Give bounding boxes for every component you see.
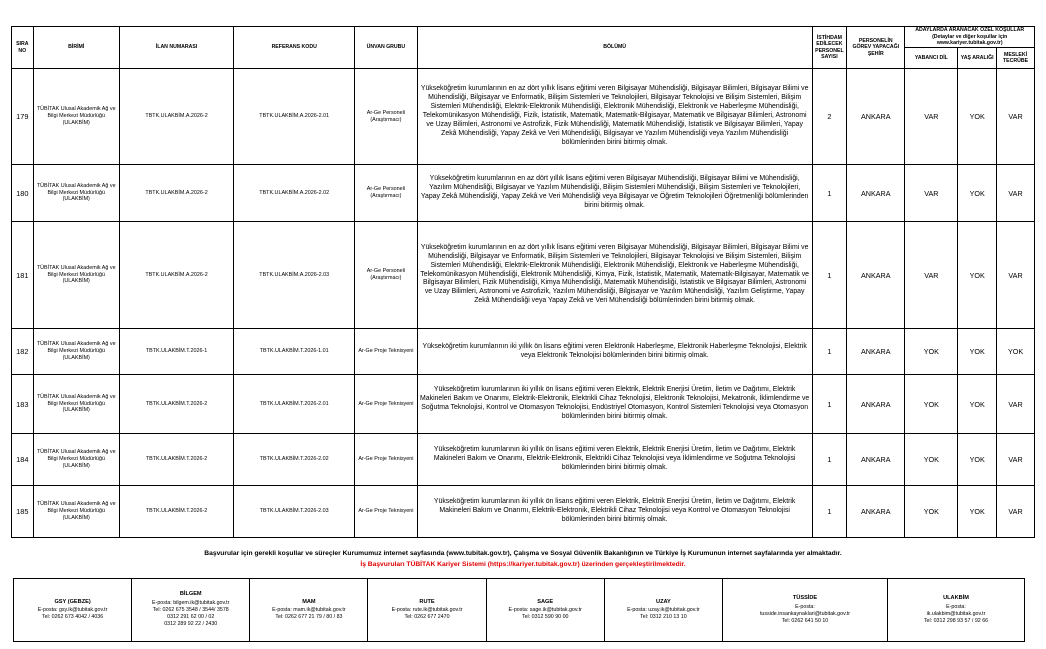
row-foreign-language: VAR bbox=[905, 222, 958, 329]
row-department: Yükseköğretim kurumlarının iki yıllık ön lisans eğitimi veren Elektrik, Elektrik Enerjisi Üretim, İletim ve Dağıtımı, Elektrik Makineleri Bakım ve Onarımı, Elektrik-Elektronik, Elektrikli Cihaz Teknolojisi veya İklimlendirme ve Soğutma Teknolojisi bölümlerinden birini bitirmiş olmak. bbox=[417, 434, 812, 486]
row-ilan-number: TBTK.ULAKBİM.A.2026-2 bbox=[119, 222, 233, 329]
contact-phone: Tel: 0262 675 3548 / 3544/ 3578 bbox=[152, 607, 229, 614]
row-number: 185 bbox=[12, 486, 34, 538]
contact-name: ULAKBİM bbox=[943, 595, 969, 602]
row-city: ANKARA bbox=[847, 69, 905, 165]
row-city: ANKARA bbox=[847, 486, 905, 538]
row-reference-code: TBTK.ULAKBİM.A.2026-2.01 bbox=[234, 69, 355, 165]
row-age-range: YOK bbox=[958, 434, 997, 486]
row-staff-count: 1 bbox=[812, 375, 847, 434]
row-title-group: Ar-Ge Proje Teknisyeni bbox=[355, 375, 418, 434]
row-city: ANKARA bbox=[847, 434, 905, 486]
row-number: 184 bbox=[12, 434, 34, 486]
row-city: ANKARA bbox=[847, 329, 905, 375]
table-row bbox=[12, 486, 1035, 538]
table-row bbox=[12, 329, 1035, 375]
row-foreign-language: YOK bbox=[905, 375, 958, 434]
row-department: Yükseköğretim kurumlarının iki yıllık ön lisans eğitimi veren Elektronik Haberleşme, Elektronik Haberleşme Teknolojisi, Elektrik veya Elektronik Teknolojisi bölümlerinden birini bitirmiş olmak. bbox=[417, 329, 812, 375]
contact-phone: Tel: 0312 590 90 00 bbox=[521, 614, 569, 621]
row-title-group: Ar-Ge Personeli (Araştırmacı) bbox=[355, 69, 418, 165]
contact-name: MAM bbox=[302, 598, 316, 605]
row-staff-count: 1 bbox=[812, 329, 847, 375]
row-staff-count: 2 bbox=[812, 69, 847, 165]
row-foreign-language: VAR bbox=[905, 69, 958, 165]
row-department: Yükseköğretim kurumlarının iki yıllık ön lisans eğitimi veren Elektrik, Elektrik Enerjisi Üretim, İletim ve Dağıtımı, Elektrik Makineleri Bakım ve Onarımı, Elektrik-Elektronik, Elektrikli Cihaz Teknolojisi veya Kontrol ve Otomasyon Teknolojisi bölümlerinden birini bitirmiş olmak. bbox=[417, 486, 812, 538]
row-title-group: Ar-Ge Personeli (Araştırmacı) bbox=[355, 222, 418, 329]
row-number: 180 bbox=[12, 165, 34, 222]
row-unit: TÜBİTAK Ulusal Akademik Ağ ve Bilgi Merkezi Müdürlüğü (ULAKBİM) bbox=[33, 375, 119, 434]
contact-bilgem bbox=[132, 579, 250, 642]
contact-phone: Tel: 0312 298 93 57 / 92 66 bbox=[923, 617, 989, 624]
career-system-note: İş Başvuruları TÜBİTAK Kariyer Sistemi (https://kariyer.tubitak.gov.tr) üzerinden gerçekleştirilmektedir. bbox=[360, 561, 686, 568]
row-staff-count: 1 bbox=[812, 165, 847, 222]
row-reference-code: TBTK.ULAKBİM.A.2026-2.02 bbox=[234, 165, 355, 222]
header-ozel-kosullar: ADAYLARDA ARANACAK ÖZEL KOŞULLAR (Detaylar ve diğer koşullar için www.kariyer.tubitak.gov.tr) bbox=[905, 27, 1035, 48]
row-experience: YOK bbox=[997, 329, 1035, 375]
row-number: 183 bbox=[12, 375, 34, 434]
row-unit: TÜBİTAK Ulusal Akademik Ağ ve Bilgi Merkezi Müdürlüğü (ULAKBİM) bbox=[33, 486, 119, 538]
row-age-range: YOK bbox=[958, 375, 997, 434]
contact-email: E-posta: sage.ik@tubitak.gov.tr bbox=[508, 607, 582, 614]
row-ilan-number: TBTK.ULAKBİM.T.2026-2 bbox=[119, 375, 233, 434]
table-row bbox=[12, 222, 1035, 329]
contacts-table bbox=[13, 578, 1025, 642]
row-age-range: YOK bbox=[958, 486, 997, 538]
row-ilan-number: TBTK.ULAKBİM.A.2026-2 bbox=[119, 69, 233, 165]
contact-email-label: E-posta: bbox=[946, 603, 966, 610]
row-experience: VAR bbox=[997, 222, 1035, 329]
row-foreign-language: YOK bbox=[905, 329, 958, 375]
row-ilan-number: TBTK.ULAKBİM.A.2026-2 bbox=[119, 165, 233, 222]
contact-email: E-posta: mam.ik@tubitak.gov.tr bbox=[272, 607, 346, 614]
contact-email-label: E-posta: bbox=[795, 603, 815, 610]
contact-name: SAGE bbox=[537, 598, 554, 605]
row-experience: VAR bbox=[997, 434, 1035, 486]
contact-email: E-posta: rute.ik@tubitak.gov.tr bbox=[391, 607, 463, 614]
contact-phone: Tel: 0312 210 13 10 bbox=[640, 614, 687, 621]
row-title-group: Ar-Ge Proje Teknisyeni bbox=[355, 329, 418, 375]
job-listing-table bbox=[11, 26, 1035, 538]
contact-name: TÜSSİDE bbox=[792, 595, 818, 602]
contact-name: BİLGEM bbox=[179, 591, 202, 598]
row-unit: TÜBİTAK Ulusal Akademik Ağ ve Bilgi Merkezi Müdürlüğü (ULAKBİM) bbox=[33, 165, 119, 222]
table-row bbox=[12, 434, 1035, 486]
contact-phone: Tel: 0262 673 4042 / 4036 bbox=[41, 614, 104, 621]
row-staff-count: 1 bbox=[812, 434, 847, 486]
contact-name: UZAY bbox=[656, 598, 671, 605]
row-staff-count: 1 bbox=[812, 486, 847, 538]
contact-uzay bbox=[604, 579, 722, 642]
row-reference-code: TBTK.ULAKBİM.T.2026-2.02 bbox=[234, 434, 355, 486]
header-yabanci-dil: YABANCI DİL bbox=[905, 48, 958, 69]
contact-email: tusside.insankaynaklari@tubitak.gov.tr bbox=[759, 610, 851, 617]
contact-phone: Tel: 0262 677 2470 bbox=[404, 614, 450, 621]
row-city: ANKARA bbox=[847, 165, 905, 222]
row-ilan-number: TBTK.ULAKBİM.T.2026-2 bbox=[119, 486, 233, 538]
header-unvan-grubu: ÜNVAN GRUBU bbox=[355, 27, 418, 69]
contact-tusside bbox=[723, 579, 888, 642]
row-experience: VAR bbox=[997, 165, 1035, 222]
contact-phone: Tel: 0262 677 21 79 / 80 / 83 bbox=[275, 614, 343, 621]
header-ilan-numarasi: İLAN NUMARASI bbox=[119, 27, 233, 69]
contact-email: E-posta: bilgem.ik@tubitak.gov.tr bbox=[152, 599, 230, 606]
row-title-group: Ar-Ge Personeli (Araştırmacı) bbox=[355, 165, 418, 222]
row-department: Yükseköğretim kurumlarının en az dört yıllık lisans eğitimi veren Bilgisayar Mühendisliği, Bilgisayar Bilimleri, Bilgisayar Bilimi ve Mühendisliği, Bilgisayar ve Enformatik, Bilişim Sistemleri ve Teknolojileri, Bilgisayar Teknolojisi ve Bilişim Sistemleri, Bilişim Sistemleri Mühendisliği, Elektrik-Elektronik Mühendisliği, Elektronik Mühendisliği, Elektronik ve Haberleşme Mühendisliği, Telekomünikasyon Mühendisliği, Fizik, İstatistik, Matematik, Matematik-Bilgisayar, Matematik ve Bilgisayar Bilimleri, Astronomi ve Uzay Bilimleri, Astronomi ve Astrofizik, Fizik Mühendisliği, Matematik Mühendisliği, İstatistik ve Bilgisayar Bilimleri, Yapay Zekâ Mühendisliği, Yapay Zekâ ve Veri Mühendisliği, Bilgisayar ve Yazılım Mühendisliği veya Yazılım Mühendisliği bölümlerinden birini bitirmiş olmak. bbox=[417, 69, 812, 165]
contact-mam bbox=[250, 579, 368, 642]
row-reference-code: TBTK.ULAKBİM.T.2026-2.03 bbox=[234, 486, 355, 538]
row-experience: VAR bbox=[997, 69, 1035, 165]
contact-gsy bbox=[14, 579, 132, 642]
contact-email: E-posta: gsy.ik@tubitak.gov.tr bbox=[37, 607, 108, 614]
row-department: Yükseköğretim kurumlarının en az dört yıllık lisans eğitimi veren Bilgisayar Mühendisliği, Bilgisayar Bilimi ve Mühendisliği, Yazılım Mühendisliği, Bilgisayar ve Yazılım Mühendisliği, Bilişim Sistemleri Mühendisliği, Bilişim Sistemleri ve Teknolojileri, Yapay Zekâ Mühendisliği, Yapay Zekâ ve Veri Mühendisliği veya Bilgisayar ve Öğretim Teknolojileri Öğretmenliği bölümlerinden birini bitirmiş olmak. bbox=[417, 165, 812, 222]
row-foreign-language: YOK bbox=[905, 486, 958, 538]
row-reference-code: TBTK.ULAKBİM.A.2026-2.03 bbox=[234, 222, 355, 329]
row-age-range: YOK bbox=[958, 69, 997, 165]
row-city: ANKARA bbox=[847, 222, 905, 329]
row-reference-code: TBTK.ULAKBİM.T.2026-2.01 bbox=[234, 375, 355, 434]
header-sehir: PERSONELİN GÖREV YAPACAĞI ŞEHİR bbox=[847, 27, 905, 69]
row-number: 182 bbox=[12, 329, 34, 375]
row-number: 179 bbox=[12, 69, 34, 165]
application-notes bbox=[11, 548, 1035, 570]
header-istihdam: İSTİHDAM EDİLECEK PERSONEL SAYISI bbox=[812, 27, 847, 69]
row-age-range: YOK bbox=[958, 329, 997, 375]
row-title-group: Ar-Ge Proje Teknisyeni bbox=[355, 434, 418, 486]
row-experience: VAR bbox=[997, 375, 1035, 434]
row-experience: VAR bbox=[997, 486, 1035, 538]
row-ilan-number: TBTK.ULAKBİM.T.2026-2 bbox=[119, 434, 233, 486]
table-row bbox=[12, 375, 1035, 434]
contact-phone: 0312 291 62 00 / 02 bbox=[167, 614, 215, 621]
header-referans-kodu: REFERANS KODU bbox=[234, 27, 355, 69]
contact-email: ik.ulakbim@tubitak.gov.tr bbox=[926, 610, 986, 617]
contact-name: RUTE bbox=[419, 598, 435, 605]
row-foreign-language: YOK bbox=[905, 434, 958, 486]
header-mesleki-tecrube: MESLEKİ TECRÜBE bbox=[997, 48, 1035, 69]
contact-phone: Tel: 0262 641 50 10 bbox=[781, 617, 829, 624]
contact-phone: 0312 289 92 22 / 2430 bbox=[164, 621, 218, 628]
contact-name: GSY (GEBZE) bbox=[54, 598, 91, 605]
table-row bbox=[12, 69, 1035, 165]
header-bolumu: BÖLÜMÜ bbox=[417, 27, 812, 69]
row-number: 181 bbox=[12, 222, 34, 329]
row-age-range: YOK bbox=[958, 222, 997, 329]
row-foreign-language: VAR bbox=[905, 165, 958, 222]
row-age-range: YOK bbox=[958, 165, 997, 222]
row-reference-code: TBTK.ULAKBİM.T.2026-1.01 bbox=[234, 329, 355, 375]
table-row bbox=[12, 165, 1035, 222]
header-yas-araligi: YAŞ ARALIĞI bbox=[958, 48, 997, 69]
contact-sage bbox=[486, 579, 604, 642]
header-birimi: BİRİMİ bbox=[33, 27, 119, 69]
contact-rute bbox=[368, 579, 486, 642]
row-title-group: Ar-Ge Proje Teknisyeni bbox=[355, 486, 418, 538]
contact-ulakbim bbox=[888, 579, 1025, 642]
row-ilan-number: TBTK.ULAKBİM.T.2026-1 bbox=[119, 329, 233, 375]
row-staff-count: 1 bbox=[812, 222, 847, 329]
row-city: ANKARA bbox=[847, 375, 905, 434]
row-unit: TÜBİTAK Ulusal Akademik Ağ ve Bilgi Merkezi Müdürlüğü (ULAKBİM) bbox=[33, 69, 119, 165]
row-department: Yükseköğretim kurumlarının iki yıllık ön lisans eğitimi veren Elektrik, Elektrik Enerjisi Üretim, İletim ve Dağıtımı, Elektrik Makineleri Bakım ve Onarımı, Elektrik-Elektronik, Elektrikli Cihaz Teknolojisi, Elektronik Teknolojisi, Mekatronik, İklimlendirme ve Soğutma Teknolojisi, Kontrol ve Otomasyon Teknolojisi, Endüstriyel Otomasyon, Kontrol Sistemleri Teknolojisi veya Otomasyon bölümlerinden birini bitirmiş olmak. bbox=[417, 375, 812, 434]
row-department: Yükseköğretim kurumlarının en az dört yıllık lisans eğitimi veren Bilgisayar Mühendisliği, Bilgisayar Bilimleri, Bilgisayar Bilimi ve Mühendisliği, Bilgisayar ve Enformatik, Bilişim Sistemleri ve Teknolojileri, Bilgisayar Teknolojisi ve Bilişim Sistemleri, Bilişim Sistemleri Mühendisliği, Elektrik-Elektronik Mühendisliği, Elektronik Mühendisliği, Elektronik ve Haberleşme Mühendisliği, Telekomünikasyon Mühendisliği, Elektronik Mühendisliği, Kimya, Fizik, İstatistik, Matematik, Matematik-Bilgisayar, Matematik ve Bilgisayar Bilimleri, Fizik Mühendisliği, Kimya Mühendisliği, Matematik Mühendisliği, İstatistik ve Bilgisayar Bilimleri, Astronomi ve Uzay Bilimleri, Astronomi ve Astrofizik, Yazılım Mühendisliği, Bilgisayar ve Yazılım Mühendisliği, Yazılım Geliştirme, Yapay Zekâ Mühendisliği veya Yapay Zekâ ve Veri Mühendisliği bölümlerinden birini bitirmiş olmak. bbox=[417, 222, 812, 329]
row-unit: TÜBİTAK Ulusal Akademik Ağ ve Bilgi Merkezi Müdürlüğü (ULAKBİM) bbox=[33, 434, 119, 486]
general-conditions-note: Başvurular için gerekli koşullar ve süreçler Kurumumuz internet sayfasında (www.tubitak.gov.tr), Çalışma ve Sosyal Güvenlik Bakanlığının ve Türkiye İş Kurumunun internet sayfalarında yer almaktadır. bbox=[204, 550, 842, 557]
row-unit: TÜBİTAK Ulusal Akademik Ağ ve Bilgi Merkezi Müdürlüğü (ULAKBİM) bbox=[33, 222, 119, 329]
contact-email: E-posta: uzay.ik@tubitak.gov.tr bbox=[627, 607, 700, 614]
row-unit: TÜBİTAK Ulusal Akademik Ağ ve Bilgi Merkezi Müdürlüğü (ULAKBİM) bbox=[33, 329, 119, 375]
header-sira-no: SIRA NO bbox=[12, 27, 34, 69]
